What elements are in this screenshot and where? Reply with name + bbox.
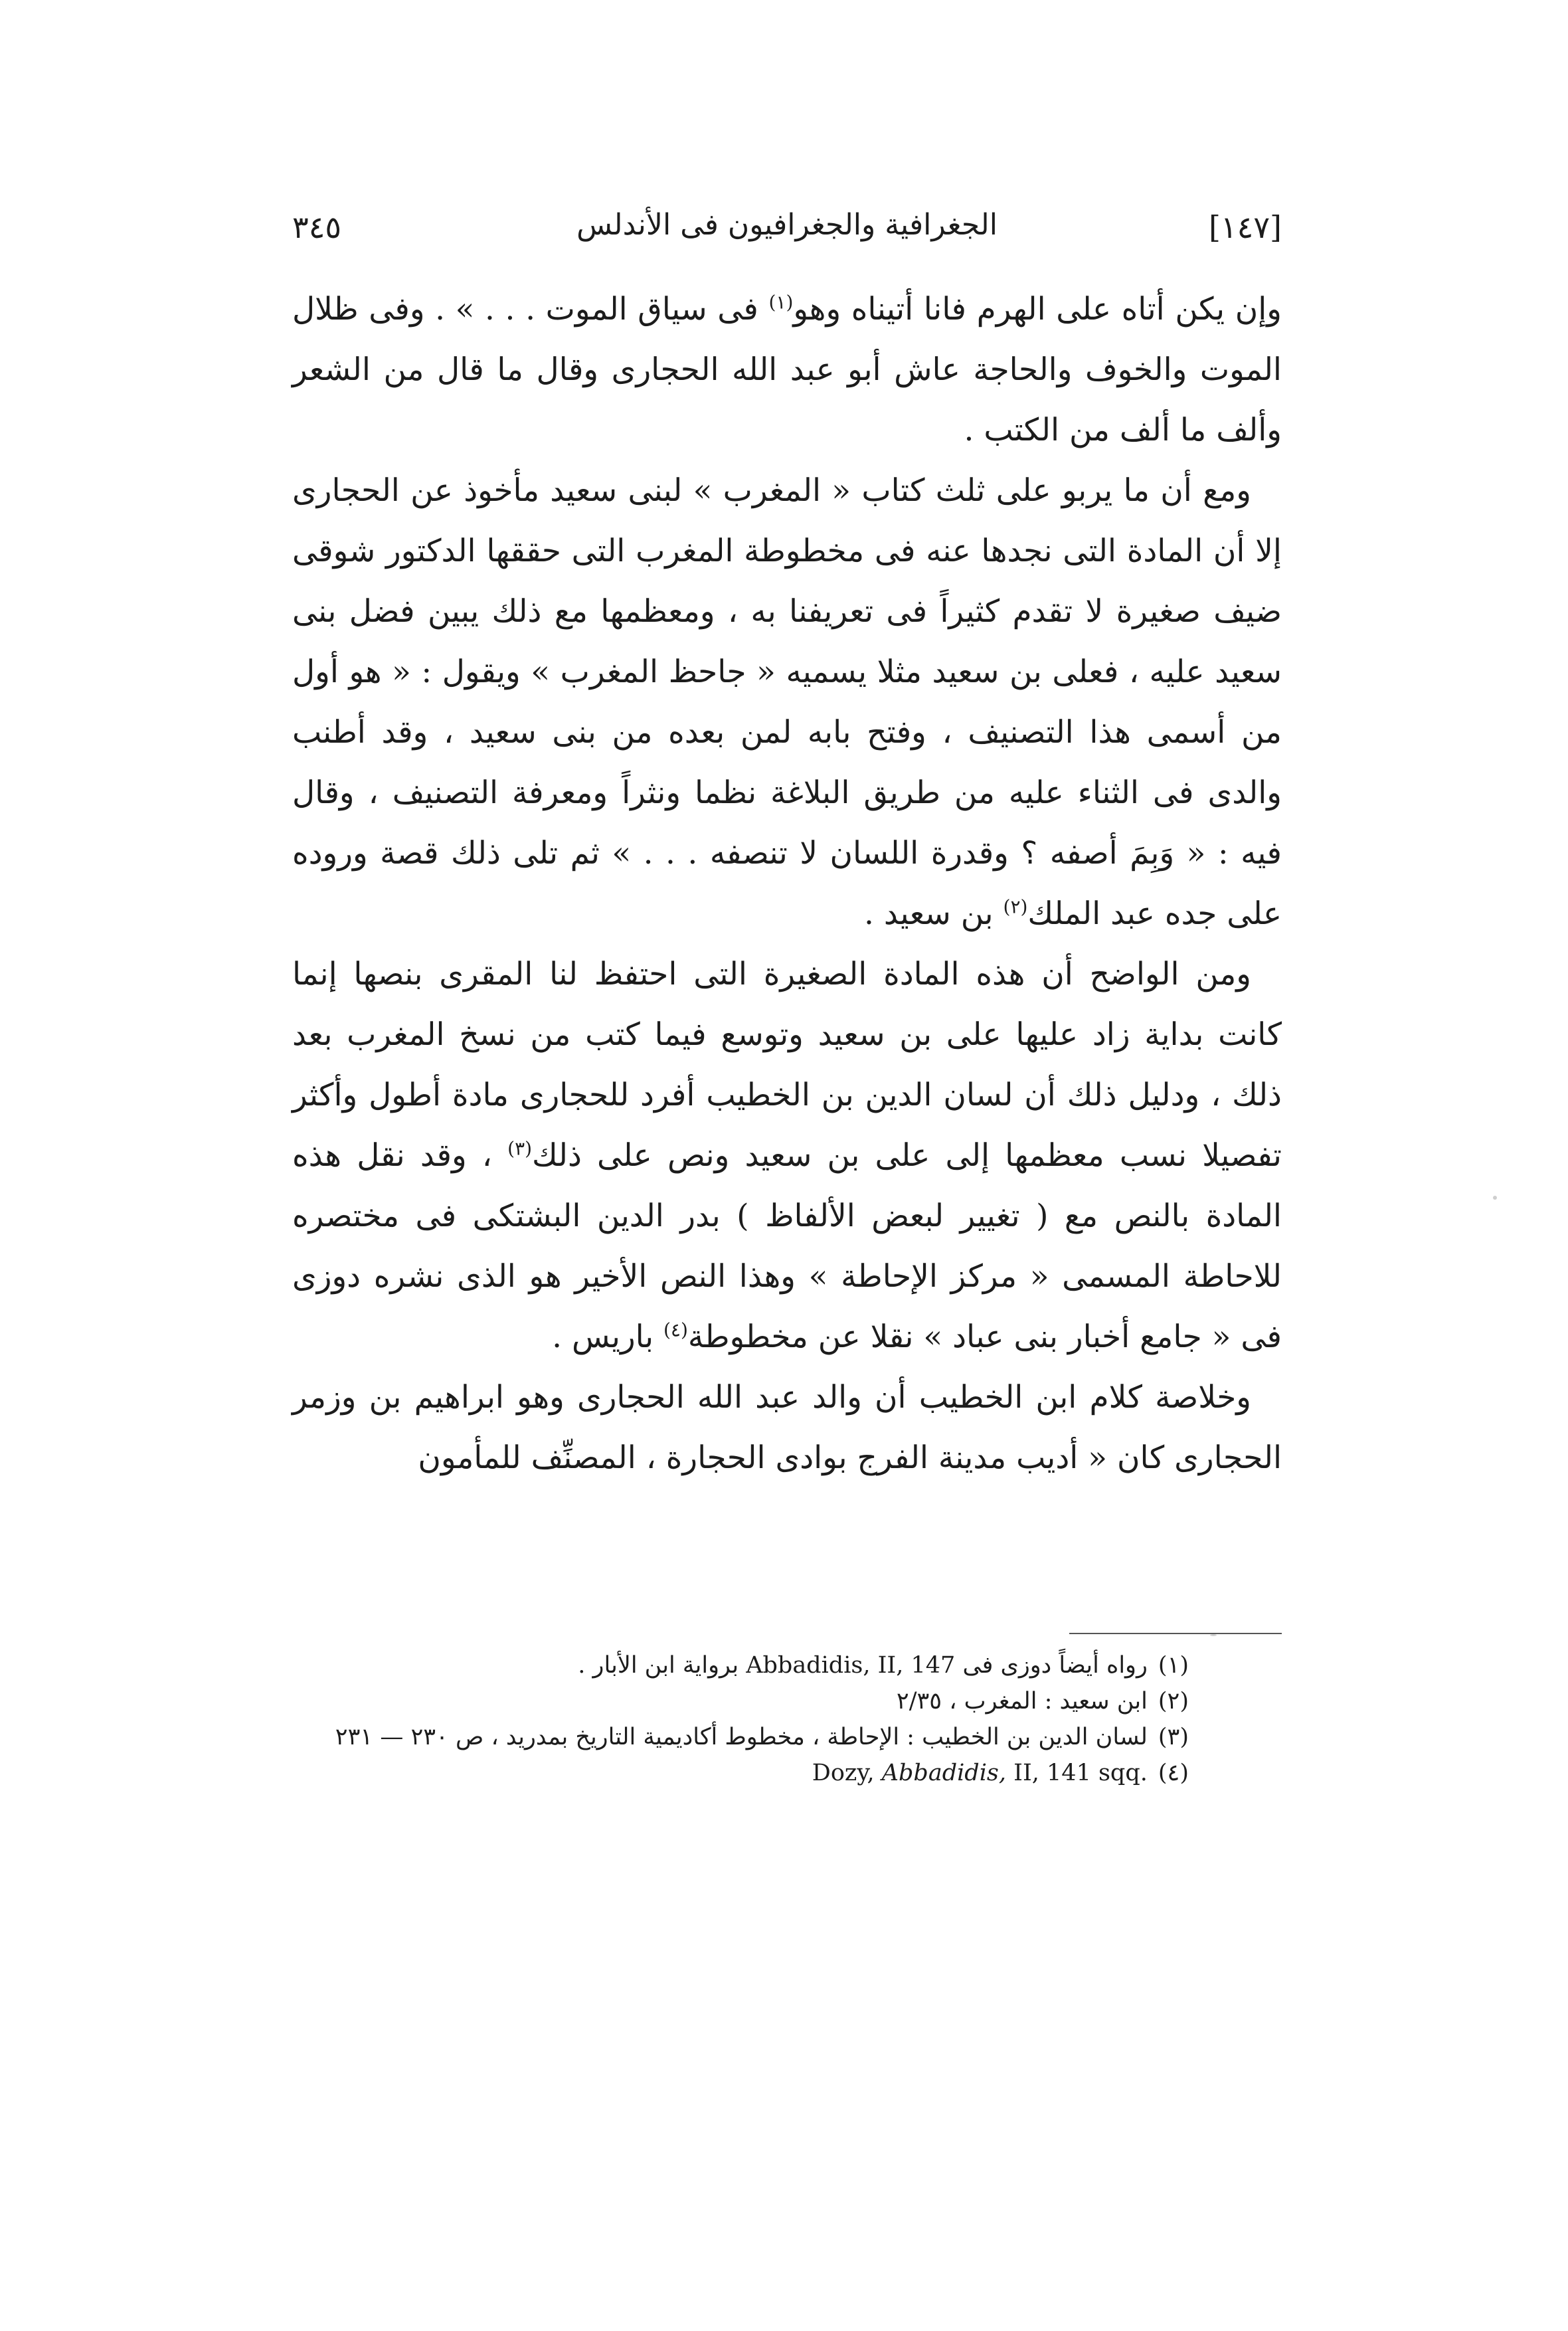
running-title: الجغرافية والجغرافيون فى الأندلس	[576, 208, 998, 242]
paragraph-2-part-b: بن سعيد .	[863, 895, 1003, 932]
footnote-text: لسان الدين بن الخطيب : الإحاطة ، مخطوط أكاديمية التاريخ بمدريد ، ص ٢٣٠ — ٢٣١	[335, 1724, 1148, 1750]
paragraph-4	[292, 1367, 1282, 1488]
scan-speck	[1493, 1196, 1497, 1200]
running-header	[292, 203, 1282, 256]
page-number: ٣٤٥	[292, 209, 342, 245]
footnote-ref-3: (٣)	[507, 1137, 533, 1160]
footnote-author: Dozy,	[812, 1760, 875, 1786]
footnote-locator: II, 141 sqq.	[1013, 1760, 1148, 1786]
footnote-ref-1: (١)	[768, 291, 794, 314]
paragraph-4-text: وخلاصة كلام ابن الخطيب أن والد عبد الله الحجارى وهو ابراهيم بن وزمر الحجارى كان « أديب مدينة الفرج بوادى الحجارة ، المصنِّف للمأمون	[292, 1379, 1282, 1476]
paragraph-2-part-a: ومع أن ما يربو على ثلث كتاب « المغرب » لبنى سعيد مأخوذ عن الحجارى إلا أن المادة التى نجدها عنه فى مخطوطة المغرب التى حققها الدكتور شوقى ضيف صغيرة لا تقدم كثيراً فى تعريفنا به ، ومعظمها مع ذلك يبين فضل بنى سعيد عليه ، فعلى بن سعيد مثلا يسميه « جاحظ المغرب » ويقول : « هو أول من أسمى هذا التصنيف ، وفتح بابه لمن بعده من بنى سعيد ، وقد أطنب والدى فى الثناء عليه من طريق البلاغة نظما ونثراً ومعرفة التصنيف ، وقال فيه : « وَبِمَ أصفه ؟ وقدرة اللسان لا تنصفه . . . » ثم تلى ذلك قصة وروده على جده عبد الملك	[292, 472, 1282, 932]
footnote-1	[292, 1647, 1189, 1683]
paragraph-1-part-a: وإن يكن أتاه على الهرم فانا أتيناه وهو	[793, 291, 1282, 327]
scan-speck	[1210, 1634, 1217, 1636]
footnote-text: رواه أيضاً دوزى فى	[962, 1652, 1148, 1679]
footnote-2	[292, 1683, 1189, 1719]
footnote-latin-citation: Abbadidis, II, 147	[746, 1652, 956, 1679]
footnote-number: (٤)	[1158, 1760, 1189, 1786]
main-text	[292, 279, 1282, 1488]
paragraph-3-part-b: ، وقد نقل هذه المادة بالنص مع ( تغيير لبعض الألفاظ ) بدر الدين البشتكى فى مختصره للاحاطة المسمى « مركز الإحاطة » وهذا النص الأخير هو الذى نشره دوزى فى « جامع أخبار بنى عباد » نقلا عن مخطوطة	[292, 1137, 1282, 1355]
footnote-text: ابن سعيد : المغرب ، ٢/٣٥	[896, 1688, 1148, 1715]
footnote-text: برواية ابن الأبار .	[578, 1652, 739, 1679]
paragraph-3-part-c: باريس .	[552, 1319, 663, 1355]
footnote-number: (١)	[1158, 1652, 1189, 1679]
footnote-number: (٣)	[1158, 1724, 1189, 1750]
footnote-latin-citation	[812, 1755, 1148, 1791]
footnote-ref-4: (٤)	[663, 1319, 688, 1341]
section-number: [١٤٧]	[1208, 209, 1282, 245]
paragraph-3	[292, 944, 1282, 1367]
footnote-separator	[1069, 1633, 1282, 1634]
footnote-ref-2: (٢)	[1003, 895, 1028, 918]
footnotes	[292, 1647, 1189, 1791]
paragraph-3-part-a: ومن الواضح أن هذه المادة الصغيرة التى احتفظ لنا المقرى بنصها إنما كانت بداية زاد عليها على بن سعيد وتوسع فيما كتب من نسخ المغرب بعد ذلك ، ودليل ذلك أن لسان الدين بن الخطيب أفرد للحجارى مادة أطول وأكثر تفصيلا نسب معظمها إلى على بن سعيد ونص على ذلك	[292, 956, 1282, 1174]
paragraph-1-part-b: فى سياق الموت . . . » . وفى ظلال الموت والخوف والحاجة عاش أبو عبد الله الحجارى وقال ما قال من الشعر وألف ما ألف من الكتب .	[292, 291, 1282, 448]
footnote-title: Abbadidis,	[881, 1760, 1006, 1786]
footnote-3	[292, 1719, 1189, 1755]
footnote-number: (٢)	[1158, 1688, 1189, 1715]
paragraph-1	[292, 279, 1282, 460]
footnote-4	[292, 1755, 1189, 1791]
paragraph-2	[292, 460, 1282, 944]
